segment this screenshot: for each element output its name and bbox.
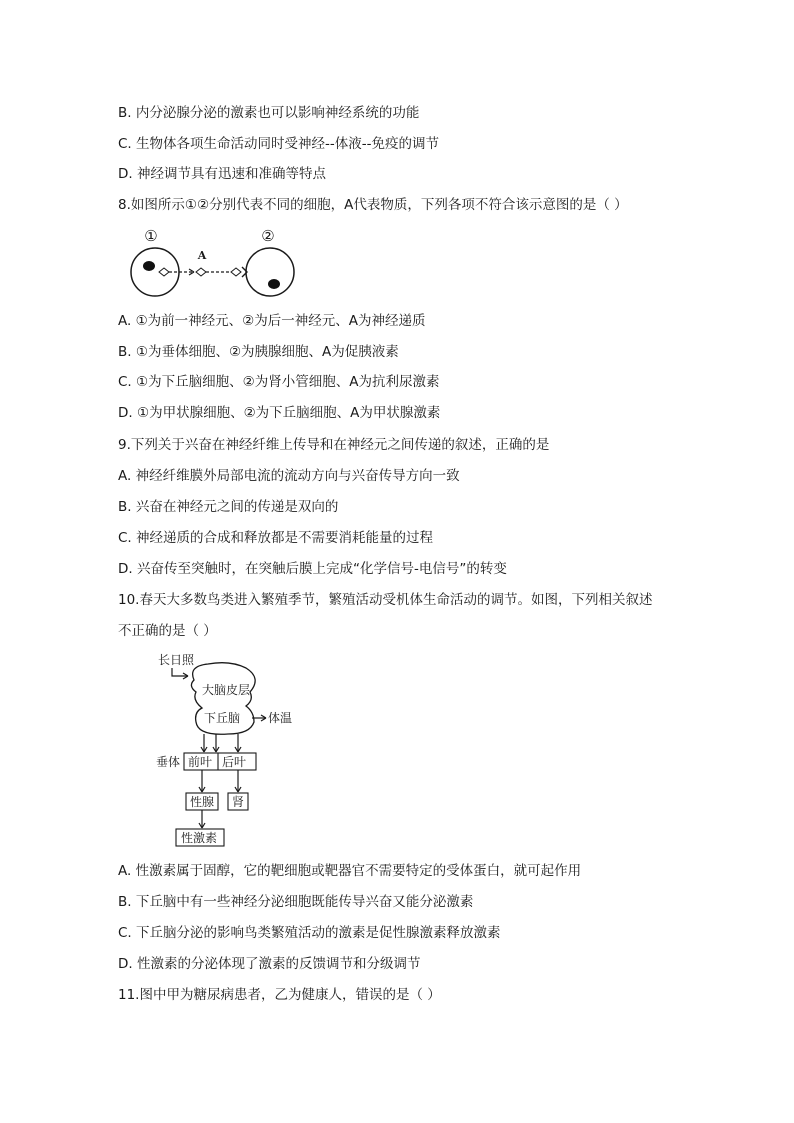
option-8c: C. ①为下丘脑细胞、②为肾小管细胞、A为抗利尿激素 xyxy=(118,374,440,390)
cell2 xyxy=(246,248,294,296)
label-kidney: 肾 xyxy=(232,795,245,809)
cell-signal-diagram xyxy=(125,226,305,302)
question-11: 11.图中甲为糖尿病患者，乙为健康人，错误的是（ ） xyxy=(118,987,441,1003)
question-8: 8.如图所示①②分别代表不同的细胞，A代表物质，下列各项不符合该示意图的是（ ） xyxy=(118,197,628,213)
option-10b: B. 下丘脑中有一些神经分泌细胞既能传导兴奋又能分泌激素 xyxy=(118,894,474,910)
option-8d: D. ①为甲状腺细胞、②为下丘脑细胞、A为甲状腺激素 xyxy=(118,405,441,421)
cell1-nucleus xyxy=(143,261,155,271)
cell1-label: ① xyxy=(144,227,158,245)
label-cortex: 大脑皮层 xyxy=(202,683,251,697)
option-9a: A. 神经纤维膜外局部电流的流动方向与兴奋传导方向一致 xyxy=(118,468,460,484)
substance-a-bound xyxy=(231,268,241,276)
option-10d: D. 性激素的分泌体现了激素的反馈调节和分级调节 xyxy=(118,956,421,972)
substance-a-released xyxy=(159,268,169,276)
option-10a: A. 性激素属于固醇，它的靶细胞或靶器官不需要特定的受体蛋白，就可起作用 xyxy=(118,863,582,879)
option-10c: C. 下丘脑分泌的影响鸟类繁殖活动的激素是促性腺激素释放激素 xyxy=(118,925,501,941)
option-7d: D. 神经调节具有迅速和准确等特点 xyxy=(118,166,326,182)
label-sex-hormone: 性激素 xyxy=(181,831,218,845)
option-7b: B. 内分泌腺分泌的激素也可以影响神经系统的功能 xyxy=(118,105,420,121)
hormone-regulation-diagram xyxy=(150,650,310,850)
label-posterior: 后叶 xyxy=(222,755,247,769)
label-hypothalamus: 下丘脑 xyxy=(204,711,241,725)
cell2-nucleus xyxy=(268,279,280,289)
substance-a-transit xyxy=(196,268,206,276)
question-10-line2: 不正确的是（ ） xyxy=(118,623,217,639)
label-long-day: 长日照 xyxy=(158,653,195,667)
option-9b: B. 兴奋在神经元之间的传递是双向的 xyxy=(118,499,339,515)
cell2-label: ② xyxy=(261,227,275,245)
question-10-line1: 10.春天大多数鸟类进入繁殖季节，繁殖活动受机体生命活动的调节。如图，下列相关叙述 xyxy=(118,592,653,608)
label-gonad: 性腺 xyxy=(190,795,215,809)
option-7c: C. 生物体各项生命活动同时受神经--体液--免疫的调节 xyxy=(118,136,439,152)
label-body-temp: 体温 xyxy=(268,711,293,725)
option-8b: B. ①为垂体细胞、②为胰腺细胞、A为促胰液素 xyxy=(118,344,399,360)
substance-label: A xyxy=(197,249,207,262)
label-anterior: 前叶 xyxy=(188,755,213,769)
option-9c: C. 神经递质的合成和释放都是不需要消耗能量的过程 xyxy=(118,530,434,546)
label-pituitary: 垂体 xyxy=(156,755,181,769)
question-9: 9.下列关于兴奋在神经纤维上传导和在神经元之间传递的叙述，正确的是 xyxy=(118,437,550,453)
option-9d: D. 兴奋传至突触时，在突触后膜上完成“化学信号-电信号”的转变 xyxy=(118,561,507,577)
option-8a: A. ①为前一神经元、②为后一神经元、A为神经递质 xyxy=(118,313,426,329)
